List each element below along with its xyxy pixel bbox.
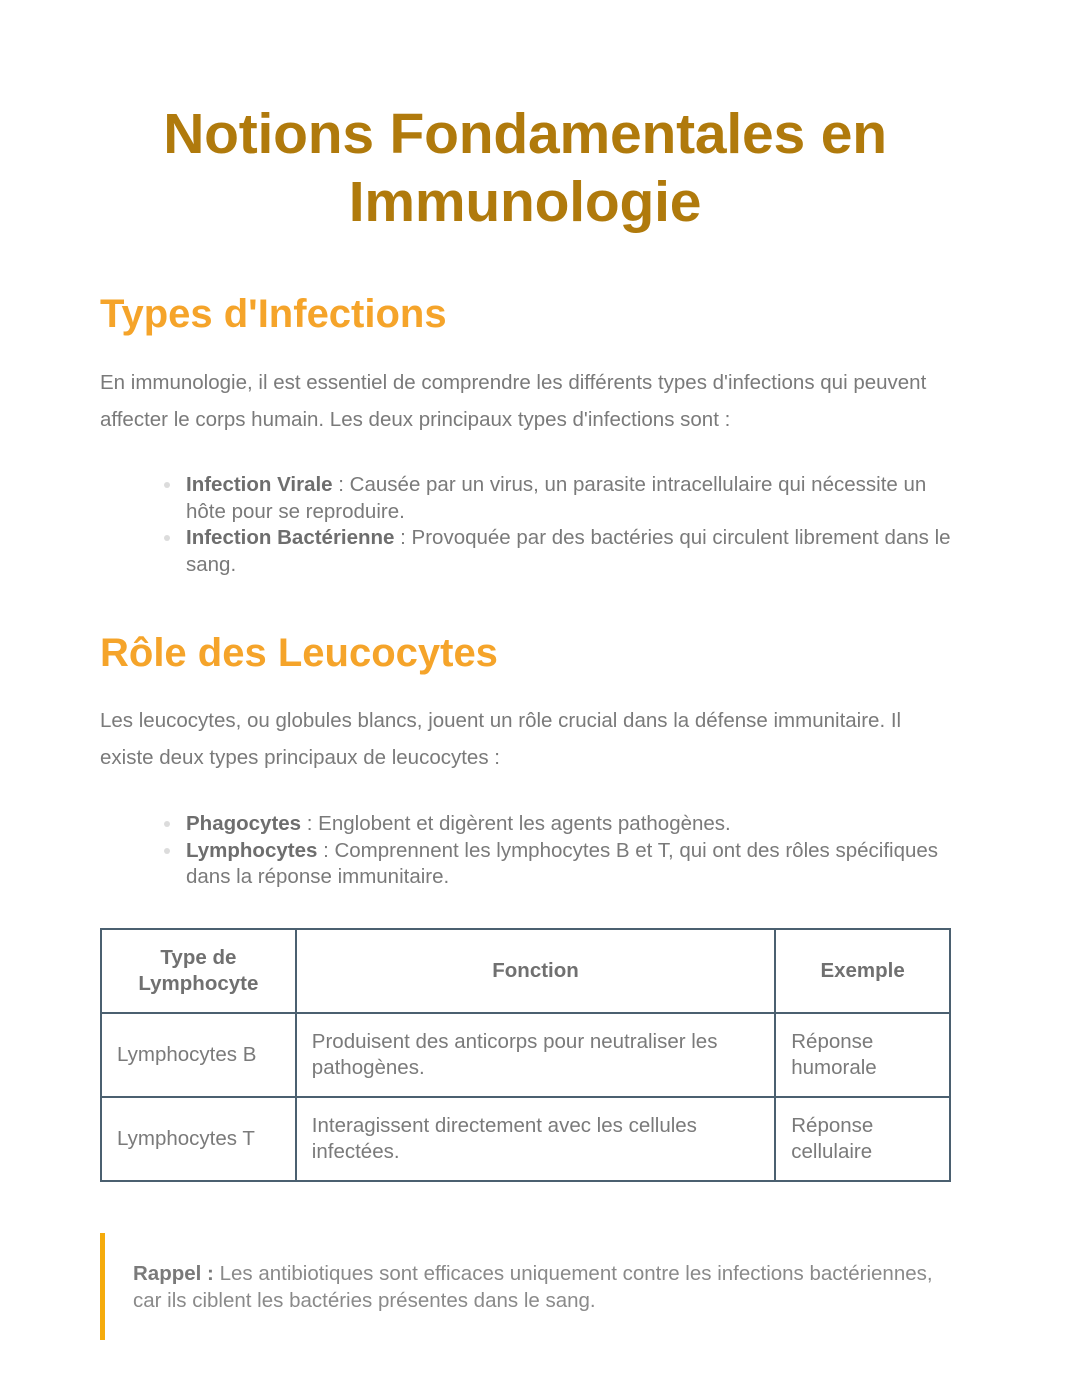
bullet-icon xyxy=(164,848,170,854)
list-item-term: Infection Virale xyxy=(186,473,333,496)
section-intro-leucocytes: Les leucocytes, ou globules blancs, jouent un rôle crucial dans la défense immunitaire. Il existe deux types principaux de leucocytes : xyxy=(100,709,902,769)
table-row xyxy=(101,1097,950,1181)
table-cell-type: Lymphocytes T xyxy=(101,1097,296,1181)
list-item xyxy=(186,525,956,578)
lymphocyte-table xyxy=(100,928,951,1182)
column-header-type: Type de Lymphocyte xyxy=(101,929,296,1013)
leucocyte-types-list xyxy=(186,811,956,891)
table-cell-type: Lymphocytes B xyxy=(101,1013,296,1097)
list-item-text: : Provoquée par des bactéries qui circulent librement dans le sang. xyxy=(186,526,951,576)
list-item-text: : Comprennent les lymphocytes B et T, qui ont des rôles spécifiques dans la réponse immunitaire. xyxy=(186,838,939,888)
reminder-callout xyxy=(100,1233,950,1340)
bullet-icon xyxy=(164,821,170,827)
table-header-row xyxy=(101,929,950,1013)
table-row xyxy=(101,1013,950,1097)
list-item xyxy=(186,838,956,891)
page-title: Notions Fondamentales en Immunologie xyxy=(163,102,887,234)
list-item-text: : Englobent et digèrent les agents pathogènes. xyxy=(301,812,731,835)
table-cell-exemple: Réponse humorale xyxy=(775,1013,950,1097)
callout-label: Rappel : xyxy=(133,1262,214,1285)
list-item-term: Lymphocytes xyxy=(186,838,318,862)
infection-types-list xyxy=(186,472,956,578)
callout-text: Les antibiotiques sont efficaces uniquement contre les infections bactériennes, car ils ciblent les bactéries présentes dans le sang. xyxy=(133,1262,933,1312)
bullet-icon xyxy=(164,482,170,488)
bullet-icon xyxy=(164,535,170,541)
column-header-fonction: Fonction xyxy=(296,929,775,1013)
list-item xyxy=(186,811,956,838)
list-item-term: Phagocytes xyxy=(186,812,302,835)
table-cell-fonction: Produisent des anticorps pour neutraliser les pathogènes. xyxy=(296,1013,775,1097)
table-cell-exemple: Réponse cellulaire xyxy=(775,1097,950,1181)
list-item-term: Infection Bactérienne xyxy=(186,526,395,549)
list-item-text: : Causée par un virus, un parasite intracellulaire qui nécessite un hôte pour se reproduire. xyxy=(186,473,927,523)
list-item xyxy=(186,472,956,525)
column-header-exemple: Exemple xyxy=(775,929,950,1013)
section-heading-leucocytes: Rôle des Leucocytes xyxy=(100,631,498,675)
section-heading-infections: Types d'Infections xyxy=(100,292,447,336)
table-cell-fonction: Interagissent directement avec les cellules infectées. xyxy=(296,1097,775,1181)
section-intro-infections: En immunologie, il est essentiel de comprendre les différents types d'infections qui peuvent affecter le corps humain. Les deux principaux types d'infections sont : xyxy=(100,371,927,431)
